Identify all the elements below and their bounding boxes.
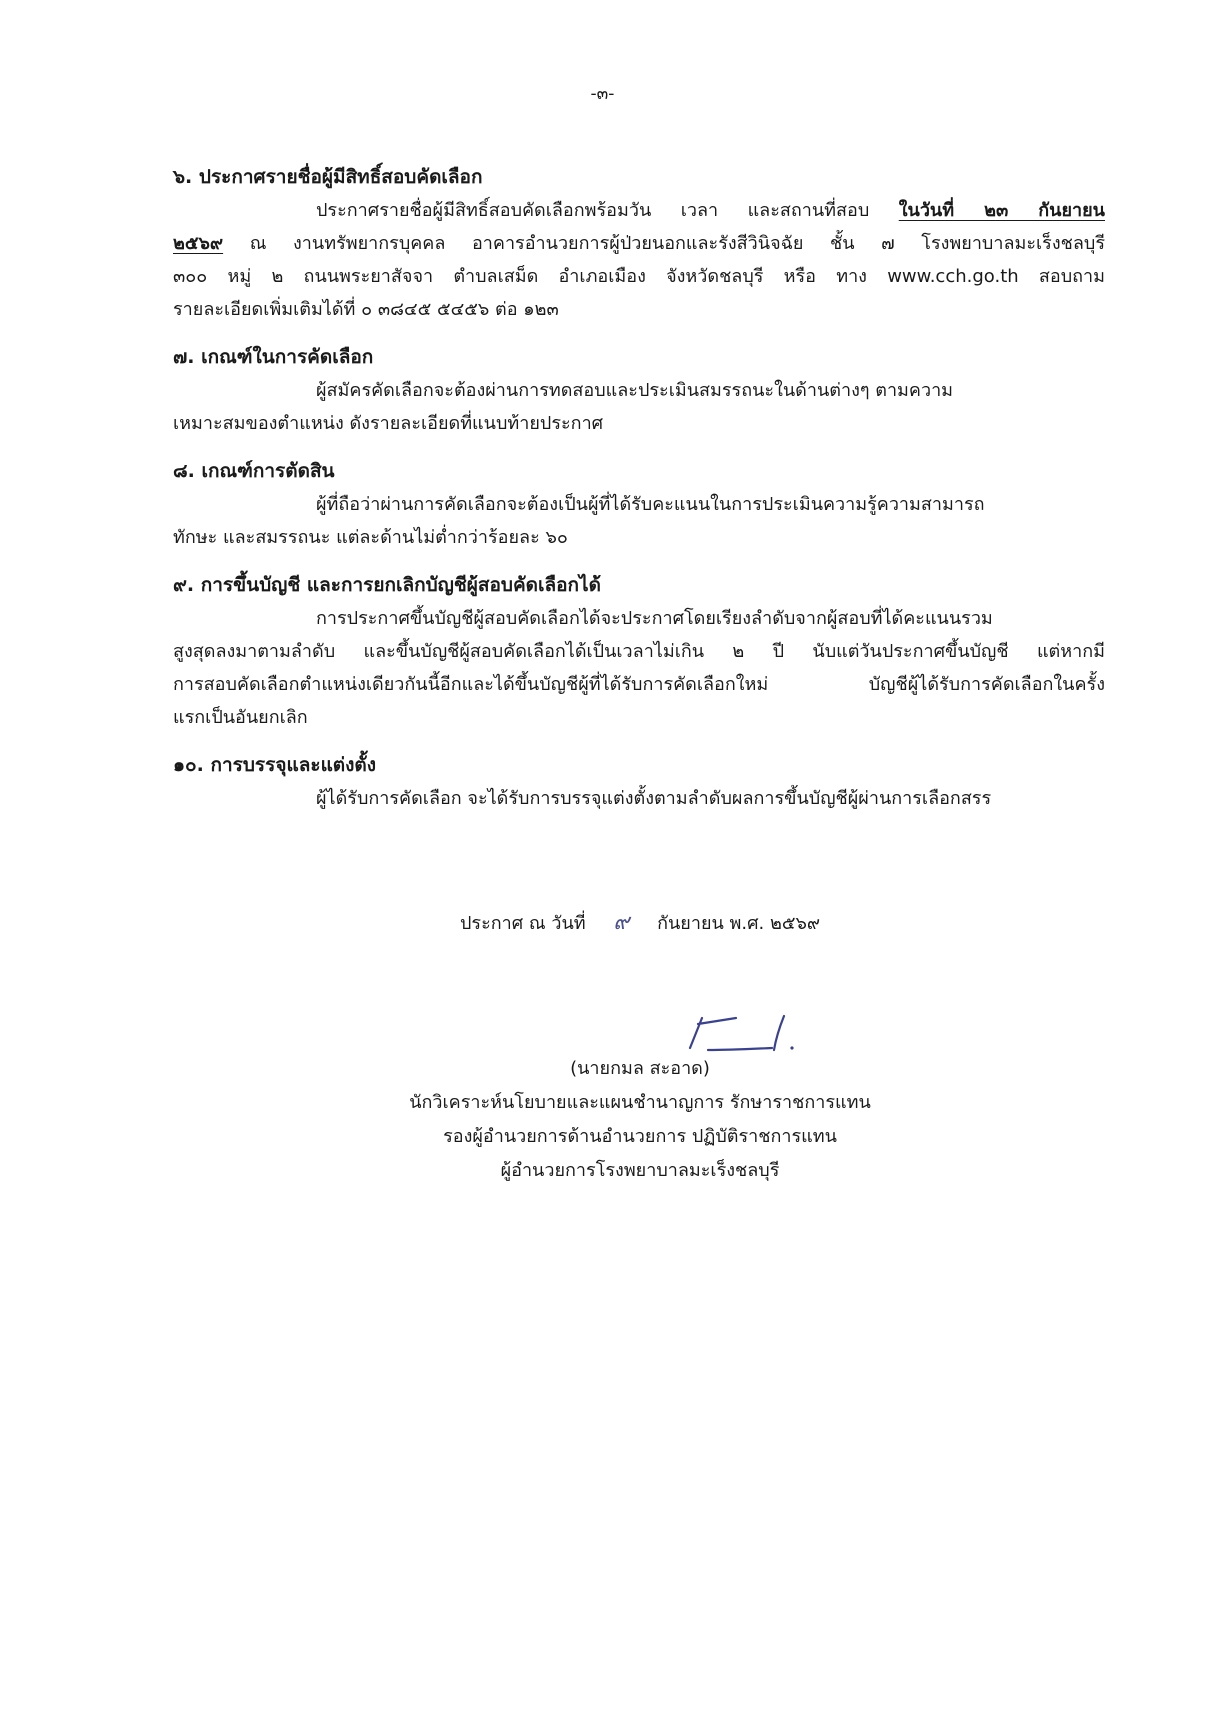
section-6-line-1 [173,194,1105,227]
section-7-line-1: ผู้สมัครคัดเลือกจะต้องผ่านการทดสอบและประเมินสมรรถนะในด้านต่างๆ ตามความ [316,380,954,401]
section-10-body [173,782,1105,815]
section-6-body [173,194,1105,326]
signer-title-2: รองผู้อำนวยการด้านอำนวยการ ปฏิบัติราชการแทน [443,1126,837,1147]
exam-date-highlight: ในวันที่ ๒๓ กันยายน [898,200,1105,221]
section-7 [173,340,1105,440]
section-6-line-1-text: ประกาศรายชื่อผู้มีสิทธิ์สอบคัดเลือกพร้อมวัน เวลา และสถานที่สอบ [316,200,870,221]
section-8 [173,454,1105,554]
section-6-heading: ๖. ประกาศรายชื่อผู้มีสิทธิ์สอบคัดเลือก [173,166,483,188]
section-9-line-2: สูงสุดลงมาตามลำดับ และขึ้นบัญชีผู้สอบคัดเลือกได้เป็นเวลาไม่เกิน ๒ ปี นับแต่วันประกาศขึ้นบัญชี แต่หากมี [173,641,1105,662]
section-7-body [173,374,1105,440]
signer-name: (นายกมล สะอาด) [570,1058,710,1079]
section-8-line-2: ทักษะ และสมรรถนะ แต่ละด้านไม่ต่ำกว่าร้อยละ ๖๐ [173,527,568,548]
section-10-heading: ๑๐. การบรรจุและแต่งตั้ง [173,754,377,776]
document-body [173,160,1105,829]
announcement-date-prefix: ประกาศ ณ วันที่ [460,913,586,934]
section-6-line-2 [173,227,1105,260]
section-6-line-2-text: ณ งานทรัพยากรบุคคล อาคารอำนวยการผู้ป่วยนอกและรังสีวินิจฉัย ชั้น ๗ โรงพยาบาลมะเร็งชลบุรี [249,233,1105,254]
section-6 [173,160,1105,326]
section-8-heading: ๘. เกณฑ์การตัดสิน [173,460,335,482]
section-10 [173,748,1105,815]
section-6-line-4: รายละเอียดเพิ่มเติมได้ที่ ๐ ๓๘๔๕ ๕๔๕๖ ต่อ ๑๒๓ [173,299,559,320]
signer-block [400,1052,880,1188]
announcement-date-suffix: กันยายน พ.ศ. ๒๕๖๙ [657,913,821,934]
section-6-line-3: ๓๐๐ หมู่ ๒ ถนนพระยาสัจจา ตำบลเสม็ด อำเภอเมือง จังหวัดชลบุรี หรือ ทาง www.cch.go.th สอบถาม [173,266,1105,287]
section-8-line-1: ผู้ที่ถือว่าผ่านการคัดเลือกจะต้องเป็นผู้ที่ได้รับคะแนนในการประเมินความรู้ความสามารถ [316,494,985,515]
section-7-heading: ๗. เกณฑ์ในการคัดเลือก [173,346,374,368]
handwritten-signature [680,1010,810,1056]
section-9-heading: ๙. การขึ้นบัญชี และการยกเลิกบัญชีผู้สอบคัดเลือกได้ [173,574,601,596]
section-10-line-1: ผู้ได้รับการคัดเลือก จะได้รับการบรรจุแต่งตั้งตามลำดับผลการขึ้นบัญชีผู้ผ่านการเลือกสรร [316,788,992,809]
announcement-date [460,906,820,940]
signer-title-3: ผู้อำนวยการโรงพยาบาลมะเร็งชลบุรี [500,1160,780,1181]
section-9-line-4: แรกเป็นอันยกเลิก [173,707,308,728]
section-9-body [173,602,1105,734]
section-9-line-3: การสอบคัดเลือกตำแหน่งเดียวกันนี้อีกและได้ขึ้นบัญชีผู้ที่ได้รับการคัดเลือกใหม่ บัญชีผู้ได้รับการคัดเลือกในครั้ง [173,674,1105,695]
section-9 [173,568,1105,734]
section-8-body [173,488,1105,554]
page-number: -๓- [590,84,615,104]
section-7-line-2: เหมาะสมของตำแหน่ง ดังรายละเอียดที่แนบท้ายประกาศ [173,413,604,434]
announcement-day-handwritten: ๙ [613,910,630,935]
section-9-line-1: การประกาศขึ้นบัญชีผู้สอบคัดเลือกได้จะประกาศโดยเรียงลำดับจากผู้สอบที่ได้คะแนนรวม [316,608,993,629]
signer-title-1: นักวิเคราะห์นโยบายและแผนชำนาญการ รักษาราชการแทน [409,1092,871,1113]
exam-year-highlight: ๒๕๖๙ [173,233,224,254]
